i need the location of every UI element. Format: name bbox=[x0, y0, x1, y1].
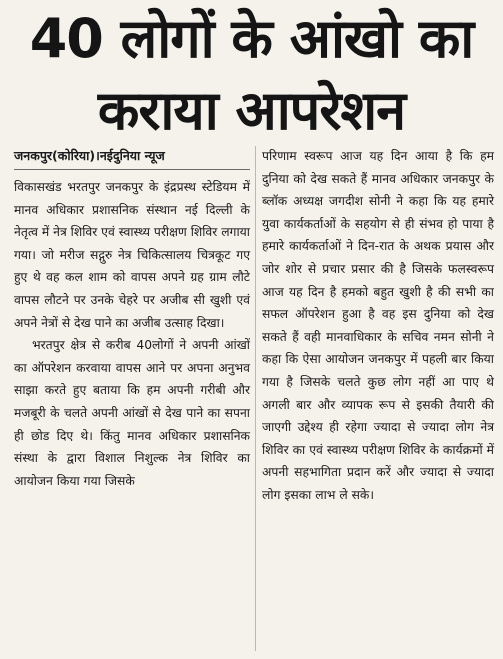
right-paragraph-1: परिणाम स्वरूप आज यह दिन आया है कि हम दुनिया को देख सकते हैं मानव अधिकार जनकपुर के ब्लॉक अध्यक्ष जगदीश सोनी ने कहा कि यह हमारे युवा कार्यकर्ताओं के सहयोग से ही संभव हो पाया है हमारे कार्यकर्ताओं ने दिन-रात के अथक प्रयास और जोर शोर से प्रचार प्रसार की है जिसके फलस्वरूप आज यह दिन है हमको बहुत खुशी है की सभी का सफल ऑपरेशन हुआ है वह इस दुनिया को देख सकते हैं वही मानवाधिकार के सचिव नमन सोनी ने कहा कि ऐसा आयोजन जनकपुर में पहली बार किया गया है जिसके चलते कुछ लोग नहीं आ पाए थे अगली बार और व्यापक रूप से इसकी तैयारी की जाएगी उद्देश्य ही रहेगा ज्यादा से ज्यादा लोग नेत्र शिविर का एवं स्वास्थ्य परीक्षण शिविर के कार्यक्रमों में अपनी सहभागिता प्रदान करें और ज्यादा से ज्यादा लोग इसका लाभ ले सके। bbox=[262, 149, 494, 502]
right-column bbox=[262, 145, 494, 507]
left-paragraph-1: विकासखंड भरतपुर जनकपुर के इंद्रप्रस्थ स्टेडियम में मानव अधिकार प्रशासनिक संस्थान नई दिल्ली के नेतृत्व में नेत्र शिविर एवं स्वास्थ्य परीक्षण शिविर लगाया गया। जो मरीज सद्गुरु नेत्र चिकित्सालय चित्रकूट गए हुए थे वह कल शाम को वापस अपने ग्रह ग्राम लौटे वापस लौटने पर उनके चेहरे पर अजीब सी खुशी एवं अपने नेत्रों से देख पाने का अजीब उत्साह दिखा। bbox=[14, 180, 250, 330]
left-column bbox=[14, 145, 250, 492]
byline: जनकपुर(कोरिया)।नईदुनिया न्यूज bbox=[14, 145, 250, 170]
headline-line-2: कराया आपरेशन bbox=[97, 79, 406, 142]
column-divider bbox=[255, 146, 256, 651]
headline-line-1: 40 लोगों के आंखो का bbox=[29, 7, 474, 70]
left-paragraph-2: भरतपुर क्षेत्र से करीब 40लोगों ने अपनी आंखों का ऑपरेशन करवाया वापस आने पर अपना अनुभव साझा करते हुए बताया कि हम अपनी गरीबी और मजबूरी के चलते अपनी आंखों से देख पाने का सपना ही छोड दिए थे। किंतु मानव अधिकार प्रशासनिक संस्था के द्वारा विशाल निशुल्क नेत्र शिविर का आयोजन किया गया जिसके bbox=[14, 338, 250, 488]
